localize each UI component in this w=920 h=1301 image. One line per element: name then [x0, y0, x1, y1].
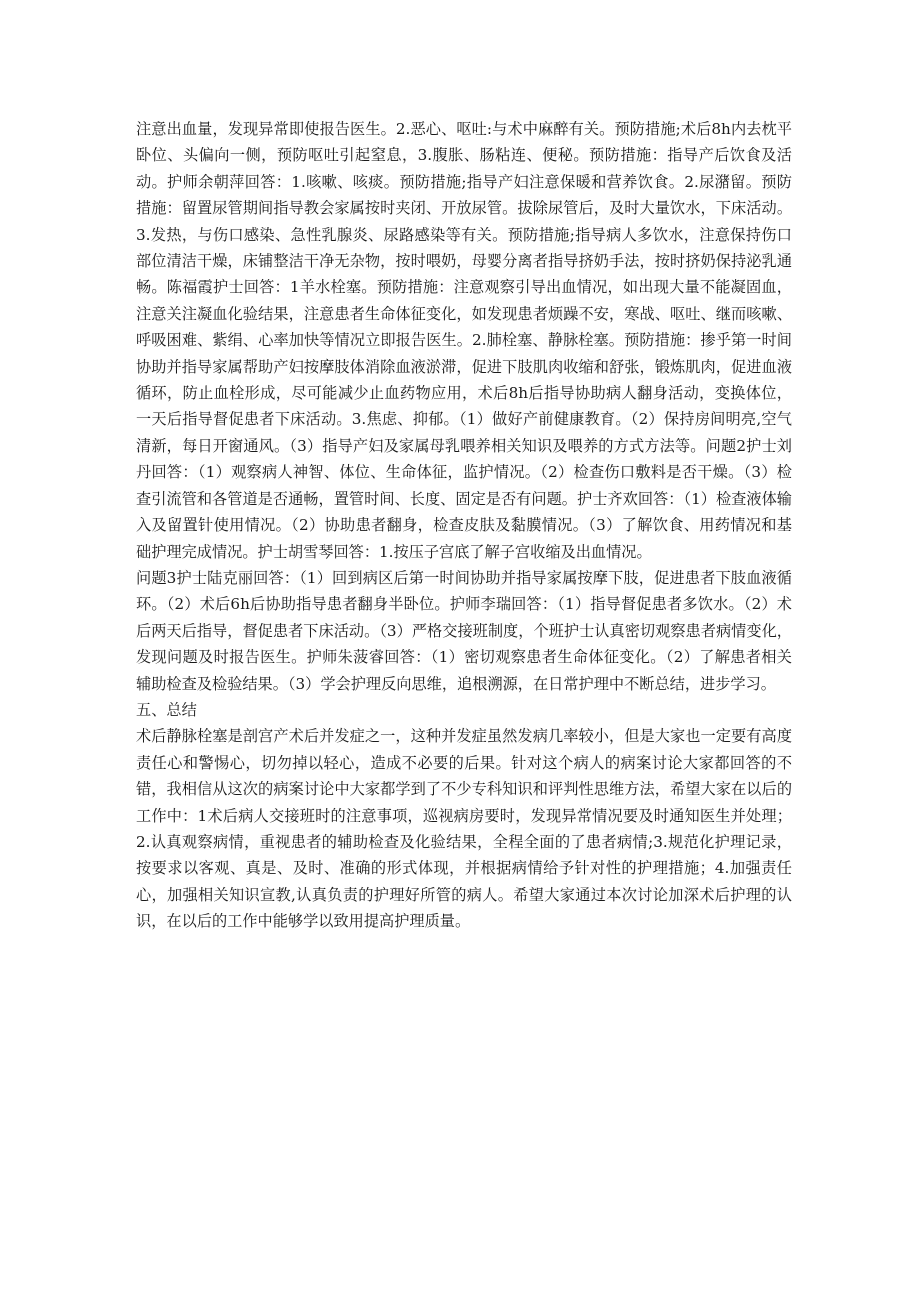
discussion-paragraph-1: 注意出血量，发现异常即使报告医生。2.恶心、呕吐:与术中麻醉有关。预防措施;术后8h内去枕平卧位、头偏向一侧，预防呕吐引起窒息，3.腹胀、肠粘连、便秘。预防措施：指导产后饮食及活动。护师余朝萍回答：1.咳嗽、咳痰。预防措施;指导产妇注意保暖和营养饮食。2.尿潴留。预防措施：留置尿管期间指导教会家属按时夹闭、开放尿管。拔除尿管后，及时大量饮水，下床活动。3.发热，与伤口感染、急性乳腺炎、尿路感染等有关。预防措施;指导病人多饮水，注意保持伤口部位清洁干燥，床铺整洁干净无杂物，按时喂奶，母婴分离者指导挤奶手法，按时挤奶保持泌乳通畅。陈福霞护士回答：1羊水栓塞。预防措施：注意观察引导出血情况，如出现大量不能凝固血，注意关注凝血化验结果，注意患者生命体征变化，如发现患者烦躁不安，寒战、呕吐、继而咳嗽、呼吸困难、紫绢、心率加快等情况立即报告医生。2.肺栓塞、静脉栓塞。预防措施：掺乎第一时间协助并指导家属帮助产妇按摩肢体消除血液淤滞，促进下肢肌肉收缩和舒张，锻炼肌肉，促进血液循环，防止血栓形成，尽可能减少止血药物应用，术后8h后指导协助病人翻身活动，变换体位，一天后指导督促患者下床活动。3.焦虑、抑郁。（1）做好产前健康教育。（2）保持房间明亮,空气清新，每日开窗通风。（3）指导产妇及家属母乳喂养相关知识及喂养的方式方法等。问题2护士刘丹回答：（1）观察病人神智、体位、生命体征，监护情况。（2）检查伤口敷料是否干燥。（3）检查引流管和各管道是否通畅，置管时间、长度、固定是否有问题。护士齐欢回答：（1）检查液体输入及留置针使用情况。（2）协助患者翻身，检查皮肤及黏膜情况。（3）了解饮食、用药情况和基础护理完成情况。护士胡雪琴回答：1.按压子宫底了解子宫收缩及出血情况。 [136, 120, 792, 561]
section-heading-summary: 五、总结 [136, 700, 197, 719]
summary-paragraph: 术后静脉栓塞是剖宫产术后并发症之一，这种并发症虽然发病几率较小，但是大家也一定要有高度责任心和警惕心，切勿掉以轻心，造成不必要的后果。针对这个病人的病案讨论大家都回答的不错，我相信从这次的病案讨论中大家都学到了不少专科知识和评判性思维方法，希望大家在以后的工作中：1术后病人交接班时的注意事项，巡视病房要时，发现异常情况要及时通知医生并处理；2.认真观察病情，重视患者的辅助检查及化验结果，全程全面的了患者病情;3.规范化护理记录，按要求以客观、真是、及时、准确的形式体现，并根据病情给予针对性的护理措施；4.加强责任心，加强相关知识宣教,认真负责的护理好所管的病人。希望大家通过本次讨论加深术后护理的认识，在以后的工作中能够学以致用提高护理质量。 [136, 727, 792, 931]
discussion-paragraph-2: 问题3护士陆克丽回答：（1）回到病区后第一时间协助并指导家属按摩下肢，促进患者下肢血液循环。（2）术后6h后协助指导患者翻身半卧位。护师李瑞回答：（1）指导督促患者多饮水。（2）术后两天后指导，督促患者下床活动。（3）严格交接班制度，个班护士认真密切观察患者病情变化，发现问题及时报告医生。护师朱菠睿回答：（1）密切观察患者生命体征变化。（2）了解患者相关辅助检查及检验结果。（3）学会护理反向思维，追根溯源，在日常护理中不断总结，进步学习。 [136, 568, 792, 693]
document-page [136, 116, 792, 935]
